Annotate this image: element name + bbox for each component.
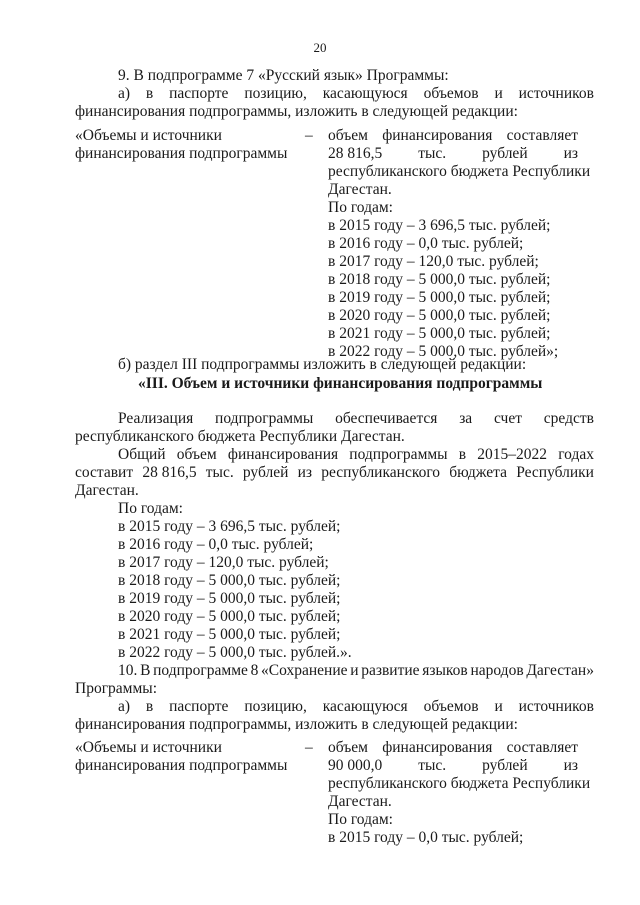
word: бюджета	[449, 464, 508, 481]
word: в	[458, 446, 467, 463]
word: подпрограмме	[153, 662, 248, 679]
item9-b-line: б) раздел III подпрограммы изложить в следующей редакции:	[118, 356, 527, 373]
section-title: «III. Объем и источники финансирования подпрограммы	[138, 375, 543, 392]
item10-a-line	[118, 699, 594, 715]
word: тыс.	[418, 145, 447, 162]
word: подпрограммы	[215, 410, 314, 427]
word: 28 816,5	[328, 145, 383, 162]
para2-cont: Дагестан.	[75, 482, 139, 499]
word: тыс.	[205, 464, 234, 481]
word: объем	[328, 739, 368, 756]
word: объемов	[423, 85, 479, 102]
word: позицию,	[244, 85, 307, 102]
item10-table-left-2: финансирования подпрограммы	[75, 757, 288, 774]
page-number: 20	[313, 40, 327, 55]
word: В	[140, 662, 151, 679]
word: и	[494, 85, 503, 102]
word: развитие	[361, 662, 420, 679]
word: источников	[518, 698, 594, 715]
para2-line2	[75, 465, 594, 481]
word: а)	[118, 85, 131, 102]
word: языков	[422, 662, 468, 679]
word: а)	[118, 698, 131, 715]
text-line: в 2020 году – 5 000,0 тыс. рублей;	[328, 307, 551, 324]
word: касающуюся	[322, 698, 408, 715]
word: объемов	[423, 698, 479, 715]
word: позицию,	[244, 698, 307, 715]
word: из	[563, 145, 578, 162]
word: финансирования	[382, 739, 493, 756]
word: Дагестан»	[526, 662, 594, 679]
word: в	[145, 698, 154, 715]
word: рублей	[482, 145, 528, 162]
word: 28 816,5	[142, 464, 197, 481]
word: и	[350, 662, 359, 679]
word: паспорте	[169, 698, 229, 715]
text-line: в 2017 году – 120,0 тыс. рублей;	[118, 554, 329, 571]
item9-a-line	[118, 86, 594, 102]
text-line: в 2022 году – 5 000,0 тыс. рублей»;	[328, 343, 559, 360]
item9-table-left-2: финансирования подпрограммы	[75, 145, 288, 162]
text-line: в 2020 году – 5 000,0 тыс. рублей;	[118, 608, 341, 625]
text-line: Дагестан.	[328, 181, 392, 198]
text-line: Дагестан.	[328, 793, 392, 810]
word: паспорте	[169, 85, 229, 102]
word: 2015–2022	[477, 446, 548, 463]
item10-heading	[118, 663, 594, 679]
text-line: в 2016 году – 0,0 тыс. рублей;	[328, 235, 524, 252]
word: 90 000,0	[328, 757, 383, 774]
word: народов	[470, 662, 524, 679]
text-line: республиканского бюджета Республики	[328, 163, 591, 180]
word: составляет	[506, 127, 578, 144]
text-line: в 2015 году – 3 696,5 тыс. рублей;	[118, 518, 341, 535]
word: «Сохранение	[261, 662, 348, 679]
word: рублей	[482, 757, 528, 774]
item9-heading: 9. В подпрограмме 7 «Русский язык» Программы:	[118, 67, 449, 84]
text-line: в 2019 году – 5 000,0 тыс. рублей;	[328, 289, 551, 306]
word: 10.	[118, 662, 138, 679]
text-line: в 2021 году – 5 000,0 тыс. рублей;	[118, 626, 341, 643]
text-line: в 2018 году – 5 000,0 тыс. рублей;	[118, 572, 341, 589]
years-heading: По годам:	[118, 500, 183, 517]
word: финансирования	[382, 127, 493, 144]
word: Реализация	[118, 410, 194, 427]
para1-cont: республиканского бюджета Республики Дагестан.	[75, 428, 405, 445]
text-line: в 2018 году – 5 000,0 тыс. рублей;	[328, 271, 551, 288]
word: составляет	[506, 739, 578, 756]
item10-table-dash: –	[305, 739, 313, 756]
text-line: в 2015 году – 0,0 тыс. рублей;	[328, 829, 524, 846]
word: счет	[493, 410, 522, 427]
word: республиканского	[321, 464, 441, 481]
word: и	[494, 698, 503, 715]
word: 8	[250, 662, 259, 679]
item9-table-left-1: «Объемы и источники	[75, 127, 222, 144]
word: объем	[328, 127, 368, 144]
word: тыс.	[418, 757, 447, 774]
word: рублей	[242, 464, 289, 481]
word: финансирования	[227, 446, 339, 463]
text-line: По годам:	[328, 199, 393, 216]
word: Общий	[118, 446, 166, 463]
text-line: в 2016 году – 0,0 тыс. рублей;	[118, 536, 314, 553]
text-line: в 2017 году – 120,0 тыс. рублей;	[328, 253, 539, 270]
item10-table-left-1: «Объемы и источники	[75, 739, 222, 756]
item10-a-cont: финансирования подпрограммы, изложить в следующей редакции:	[75, 716, 518, 733]
item9-table-dash: –	[305, 127, 313, 144]
word: в	[145, 85, 154, 102]
item9-a-cont: финансирования подпрограммы, изложить в следующей редакции:	[75, 103, 518, 120]
para1-line	[118, 411, 594, 427]
word: составит	[75, 464, 134, 481]
item10-table-right-1	[328, 740, 578, 756]
text-line: в 2022 году – 5 000,0 тыс. рублей.».	[118, 644, 352, 661]
word: из	[297, 464, 313, 481]
word: годах	[558, 446, 594, 463]
word: из	[563, 757, 578, 774]
text-line: в 2021 году – 5 000,0 тыс. рублей;	[328, 325, 551, 342]
text-line: республиканского бюджета Республики	[328, 775, 591, 792]
word: источников	[518, 85, 594, 102]
word: объем	[176, 446, 217, 463]
word: средств	[543, 410, 594, 427]
text-line: По годам:	[328, 811, 393, 828]
word: обеспечивается	[335, 410, 438, 427]
para2-line1	[118, 447, 594, 463]
item9-table-right-2	[328, 146, 578, 162]
text-line: в 2019 году – 5 000,0 тыс. рублей;	[118, 590, 341, 607]
word: касающуюся	[322, 85, 408, 102]
word: подпрограммы	[349, 446, 448, 463]
item9-table-right-1	[328, 128, 578, 144]
item10-table-right-2	[328, 758, 578, 774]
text-line: в 2015 году – 3 696,5 тыс. рублей;	[328, 217, 551, 234]
word: Республики	[516, 464, 594, 481]
item10-heading-cont: Программы:	[75, 680, 158, 697]
word: за	[459, 410, 473, 427]
